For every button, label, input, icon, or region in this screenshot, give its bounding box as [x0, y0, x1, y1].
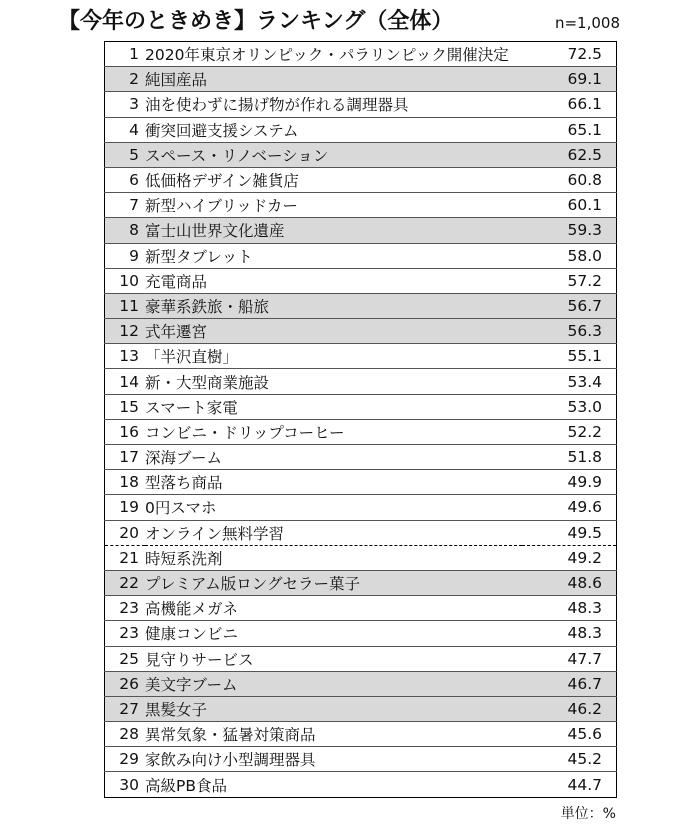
value-cell: 53.0 [522, 394, 617, 419]
rank-cell: 4 [105, 117, 146, 142]
value-cell: 62.5 [522, 142, 617, 167]
table-row [105, 319, 617, 344]
table-row [105, 646, 617, 671]
rank-cell: 10 [105, 268, 146, 293]
value-cell: 45.6 [522, 722, 617, 747]
item-cell: スマート家電 [145, 394, 522, 419]
table-row [105, 722, 617, 747]
table-row [105, 268, 617, 293]
value-cell: 60.1 [522, 193, 617, 218]
item-cell: 高機能メガネ [145, 596, 522, 621]
value-cell: 45.2 [522, 747, 617, 772]
value-cell: 57.2 [522, 268, 617, 293]
rank-cell: 29 [105, 747, 146, 772]
rank-cell: 30 [105, 772, 146, 797]
table-row [105, 394, 617, 419]
value-cell: 59.3 [522, 218, 617, 243]
rank-cell: 23 [105, 596, 146, 621]
table-row [105, 419, 617, 444]
value-cell: 66.1 [522, 92, 617, 117]
item-cell: 油を使わずに揚げ物が作れる調理器具 [145, 92, 522, 117]
rank-cell: 21 [105, 545, 146, 570]
rank-cell: 28 [105, 722, 146, 747]
item-cell: 異常気象・猛暑対策商品 [145, 722, 522, 747]
rank-cell: 18 [105, 470, 146, 495]
value-cell: 52.2 [522, 419, 617, 444]
value-cell: 49.9 [522, 470, 617, 495]
table-row [105, 621, 617, 646]
rank-cell: 15 [105, 394, 146, 419]
value-cell: 72.5 [567, 45, 602, 64]
rank-cell: 11 [105, 293, 146, 318]
item-cell: プレミアム版ロングセラー菓子 [145, 570, 522, 595]
value-cell: 58.0 [522, 243, 617, 268]
rank-cell: 7 [105, 193, 146, 218]
value-cell: 46.7 [522, 671, 617, 696]
value-cell: 55.1 [522, 344, 617, 369]
item-cell: 型落ち商品 [145, 470, 522, 495]
rank-cell: 13 [105, 344, 146, 369]
rank-cell: 19 [105, 495, 146, 520]
value-cell: 69.1 [522, 67, 617, 92]
item-cell: 見守りサービス [145, 646, 522, 671]
table-row [105, 243, 617, 268]
value-cell: 65.1 [522, 117, 617, 142]
table-row [105, 520, 617, 545]
value-cell: 60.8 [522, 167, 617, 192]
table-row [105, 92, 617, 117]
item-cell: スペース・リノベーション [145, 142, 522, 167]
item-cell: オンライン無料学習 [145, 520, 522, 545]
rank-cell: 1 [129, 45, 139, 64]
rank-cell: 6 [105, 167, 146, 192]
item-cell: 健康コンビニ [145, 621, 522, 646]
table-row [105, 218, 617, 243]
table-row [105, 193, 617, 218]
item-cell: 黒髪女子 [145, 696, 522, 721]
item-cell: 新型タブレット [145, 243, 522, 268]
table-row [105, 596, 617, 621]
table-row [105, 117, 617, 142]
item-cell: 0円スマホ [145, 495, 522, 520]
table-row [105, 772, 617, 797]
table-row [105, 671, 617, 696]
value-cell: 53.4 [522, 369, 617, 394]
table-row [105, 369, 617, 394]
rank-cell: 3 [105, 92, 146, 117]
table-row [105, 495, 617, 520]
table-row [105, 696, 617, 721]
table-row [105, 470, 617, 495]
item-cell: 美文字ブーム [145, 671, 522, 696]
value-cell: 48.6 [522, 570, 617, 595]
rank-cell: 16 [105, 419, 146, 444]
rank-cell: 5 [105, 142, 146, 167]
value-cell: 51.8 [522, 445, 617, 470]
value-cell: 48.3 [522, 596, 617, 621]
table-row [105, 293, 617, 318]
unit-label: 単位：% [560, 806, 616, 822]
ranking-table-body [105, 42, 617, 798]
rank-cell: 2 [105, 67, 146, 92]
rank-cell: 23 [105, 621, 146, 646]
item-cell: 新・大型商業施設 [145, 369, 522, 394]
rank-cell: 27 [105, 696, 146, 721]
table-row [105, 142, 617, 167]
item-cell: 充電商品 [145, 268, 522, 293]
item-cell: 富士山世界文化遺産 [145, 218, 522, 243]
value-cell: 48.3 [522, 621, 617, 646]
rank-cell: 26 [105, 671, 146, 696]
item-cell: 時短系洗剤 [145, 545, 522, 570]
table-row [105, 570, 617, 595]
table-row [105, 747, 617, 772]
value-cell: 56.7 [522, 293, 617, 318]
table-row [105, 445, 617, 470]
rank-cell: 17 [105, 445, 146, 470]
item-cell: 式年遷宮 [145, 319, 522, 344]
rank-cell: 20 [105, 520, 146, 545]
item-cell: 深海ブーム [145, 445, 522, 470]
rank-cell: 14 [105, 369, 146, 394]
value-cell: 46.2 [522, 696, 617, 721]
chart-title: 【今年のときめき】ランキング（全体） [58, 9, 454, 34]
table-row [105, 344, 617, 369]
item-cell: 家飲み向け小型調理器具 [145, 747, 522, 772]
table-row [105, 167, 617, 192]
value-cell: 56.3 [522, 319, 617, 344]
item-cell: 2020年東京オリンピック・パラリンピック開催決定 [145, 46, 509, 65]
sample-size-label: n=1,008 [554, 14, 620, 32]
item-cell: 「半沢直樹」 [145, 344, 522, 369]
rank-cell: 12 [105, 319, 146, 344]
rank-cell: 8 [105, 218, 146, 243]
table-row [105, 545, 617, 570]
item-cell: 高級PB食品 [145, 772, 522, 797]
ranking-table [104, 41, 617, 798]
value-cell: 49.6 [522, 495, 617, 520]
item-cell: 純国産品 [145, 67, 522, 92]
rank-cell: 22 [105, 570, 146, 595]
value-cell: 49.5 [522, 520, 617, 545]
rank-cell: 9 [105, 243, 146, 268]
item-cell: 低価格デザイン雑貨店 [145, 167, 522, 192]
rank-cell: 25 [105, 646, 146, 671]
value-cell: 47.7 [522, 646, 617, 671]
item-cell: 衝突回避支援システム [145, 117, 522, 142]
table-row [105, 42, 617, 67]
item-cell: 豪華系鉄旅・船旅 [145, 293, 522, 318]
item-cell: コンビニ・ドリップコーヒー [145, 419, 522, 444]
value-cell: 44.7 [522, 772, 617, 797]
table-row [105, 67, 617, 92]
item-cell: 新型ハイブリッドカー [145, 193, 522, 218]
value-cell: 49.2 [522, 545, 617, 570]
